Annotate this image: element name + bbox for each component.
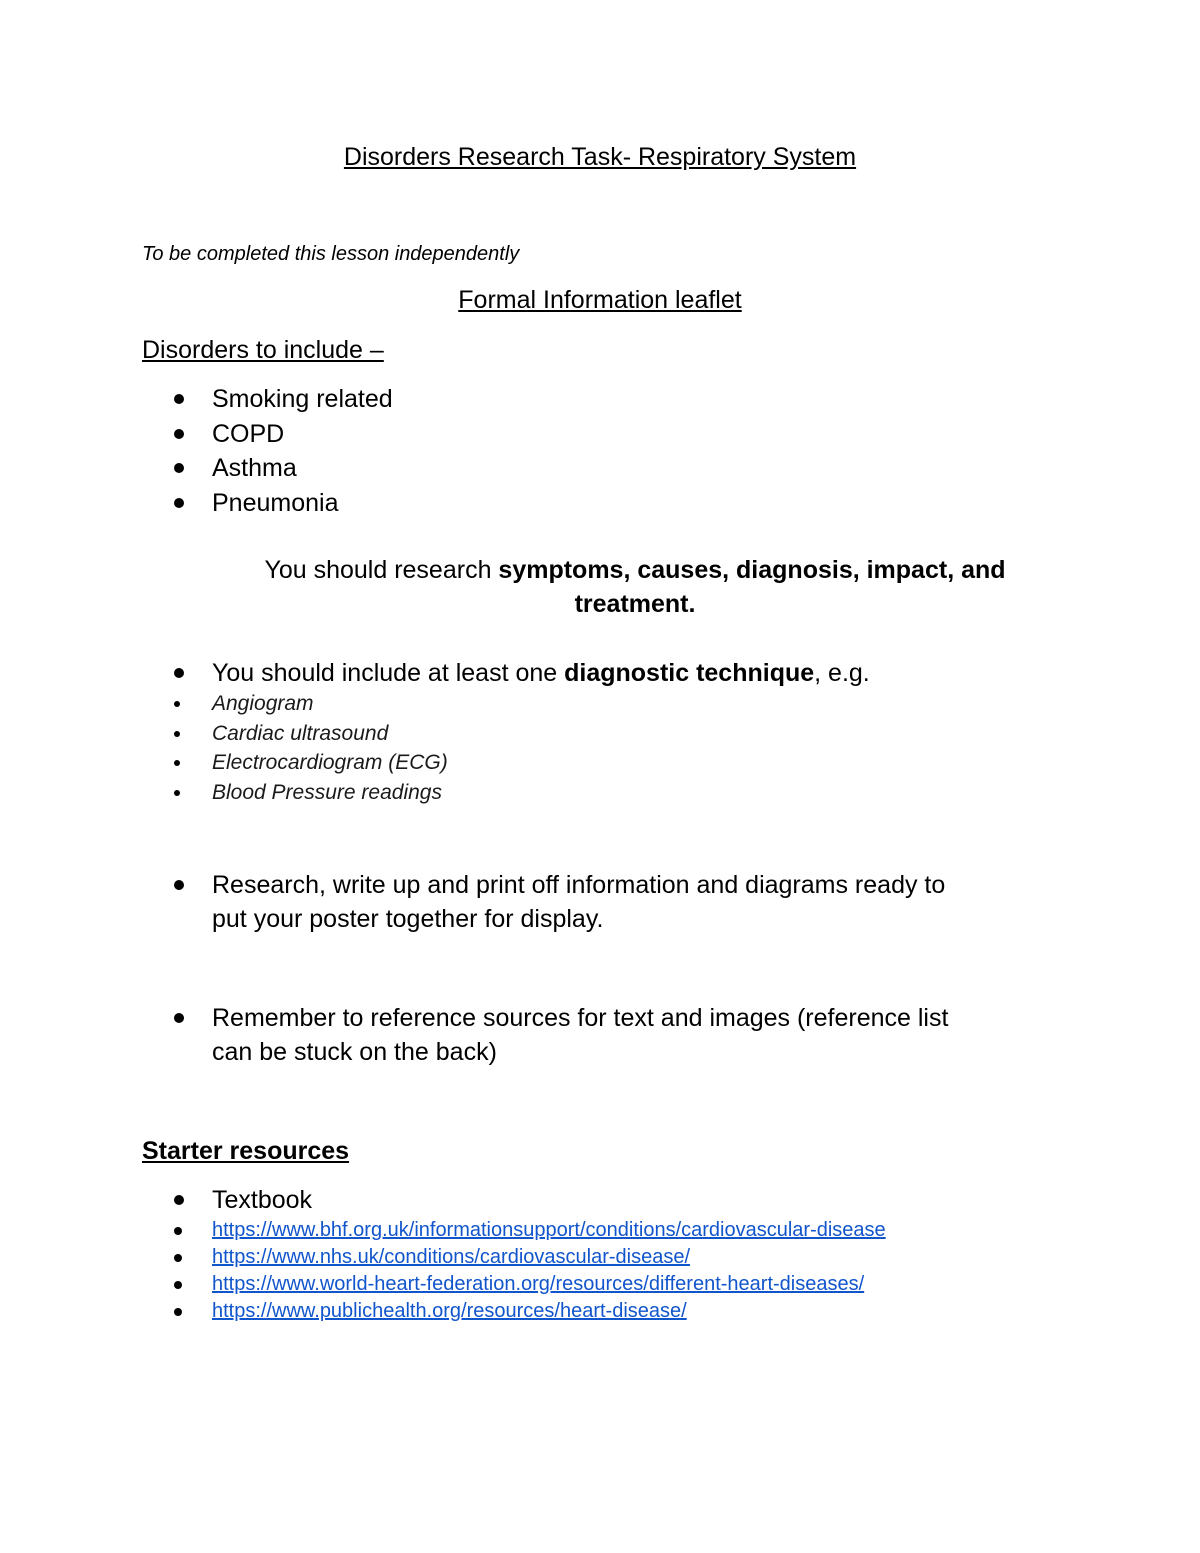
publichealth-link[interactable]: https://www.publichealth.org/resources/heart-disease/ (212, 1300, 687, 1322)
bullet-icon (174, 1254, 182, 1262)
list-item: Electrocardiogram (ECG) (142, 748, 448, 778)
bullet-icon (174, 463, 184, 473)
list-item: Cardiac ultrasound (142, 719, 448, 749)
list-item: Pneumonia (142, 486, 393, 521)
list-item: COPD (142, 417, 393, 452)
bullet-icon (174, 668, 184, 678)
resource-links (142, 1217, 886, 1325)
disorders-list (142, 382, 393, 520)
bullet-icon (174, 1195, 184, 1205)
bullet-icon (174, 1308, 182, 1316)
bullet-icon (174, 1281, 182, 1289)
diagnostic-examples (142, 689, 448, 807)
bullet-icon (174, 429, 184, 439)
leaflet-heading: Formal Information leaflet (458, 286, 742, 314)
bullet-icon (174, 731, 180, 737)
list-item (142, 1271, 886, 1298)
bullet-icon (174, 498, 184, 508)
bullet-icon (174, 880, 184, 890)
list-item: Textbook (142, 1183, 312, 1218)
list-item (142, 1244, 886, 1271)
list-item: You should include at least one diagnostic technique, e.g. (142, 656, 870, 691)
subtitle: To be completed this lesson independently (142, 243, 520, 265)
research-instruction: You should research symptoms, causes, diagnosis, impact, and treatment. (264, 556, 1006, 618)
bullet-icon (174, 701, 180, 707)
list-item: Angiogram (142, 689, 448, 719)
list-item: Remember to reference sources for text and images (reference list can be stuck on the back) (142, 1001, 948, 1069)
bullet-icon (174, 394, 184, 404)
starter-resources-heading: Starter resources (142, 1137, 350, 1165)
bullet-icon (174, 760, 180, 766)
list-item (142, 1298, 886, 1325)
bullet-icon (174, 1013, 184, 1023)
disorders-heading: Disorders to include – (142, 336, 384, 364)
list-item: Research, write up and print off information and diagrams ready to put your poster together for display. (142, 868, 945, 936)
bullet-icon (174, 790, 180, 796)
research-task-list (142, 868, 945, 936)
reference-task-list (142, 1001, 948, 1069)
diagnostic-list (142, 656, 870, 691)
list-item: Blood Pressure readings (142, 778, 448, 808)
world-heart-federation-link[interactable]: https://www.world-heart-federation.org/resources/different-heart-diseases/ (212, 1273, 865, 1295)
bullet-icon (174, 1227, 182, 1235)
page-title: Disorders Research Task- Respiratory System (343, 143, 857, 171)
textbook-list (142, 1183, 312, 1218)
list-item: Smoking related (142, 382, 393, 417)
bhf-link[interactable]: https://www.bhf.org.uk/informationsupport/conditions/cardiovascular-disease (212, 1219, 886, 1241)
list-item (142, 1217, 886, 1244)
nhs-link[interactable]: https://www.nhs.uk/conditions/cardiovascular-disease/ (212, 1246, 691, 1268)
list-item: Asthma (142, 451, 393, 486)
